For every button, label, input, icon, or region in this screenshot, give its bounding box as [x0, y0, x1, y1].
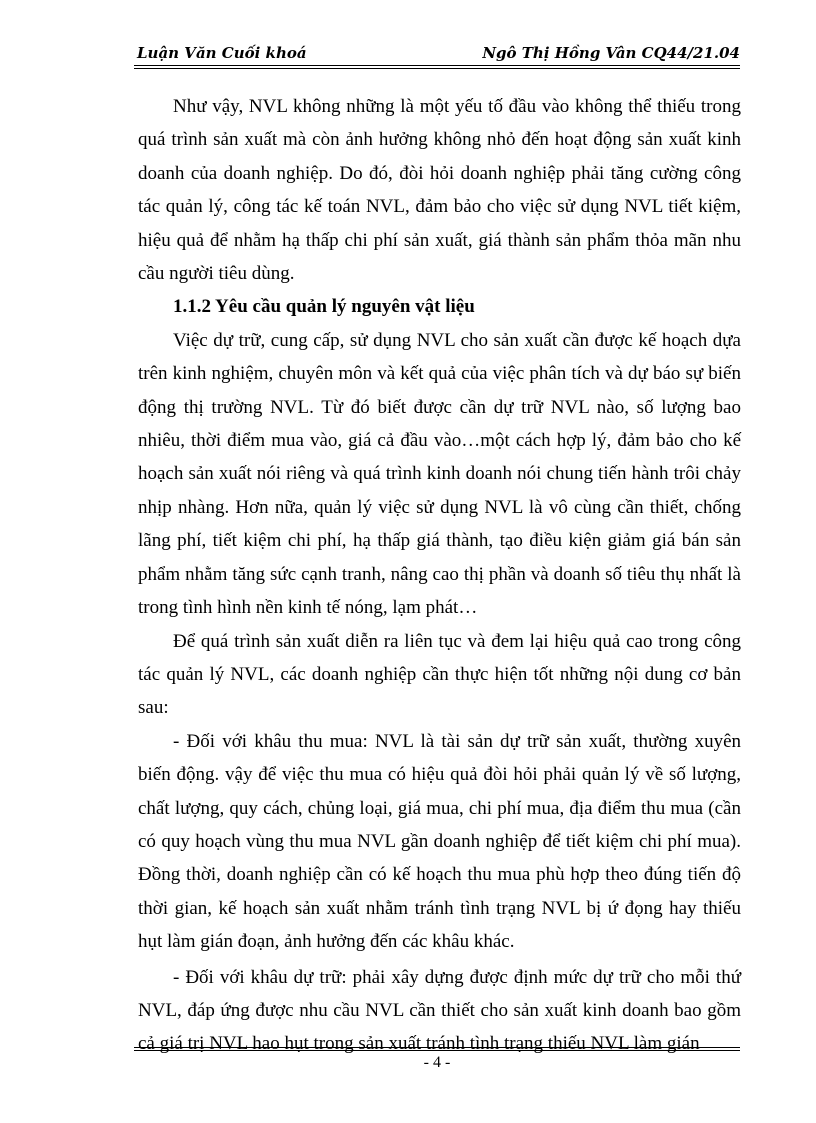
document-body	[138, 90, 741, 1061]
paragraph-5: - Đối với khâu dự trữ: phải xây dựng được định mức dự trữ cho mỗi thứ NVL, đáp ứng được nhu cầu NVL cần thiết cho sản xuất kinh doanh bao gồm cả giá trị NVL hao hụt trong sản xuất tránh tình trạng thiếu NVL làm gián	[138, 966, 741, 1055]
paragraph-3: Để quá trình sản xuất diễn ra liên tục và đem lại hiệu quả cao trong công tác quản lý NVL, các doanh nghiệp cần thực hiện tốt những nội dung cơ bản sau:	[138, 630, 741, 719]
header-right-author: Ngô Thị Hồng Vân CQ44/21.04	[482, 44, 740, 62]
header-left-title: Luận Văn Cuối khoá	[137, 44, 307, 62]
page-number: - 4 -	[423, 1054, 451, 1071]
section-heading: 1.1.2 Yêu cầu quản lý nguyên vật liệu	[173, 296, 475, 318]
header-divider	[134, 65, 740, 69]
paragraph-1: Như vậy, NVL không những là một yếu tố đầu vào không thể thiếu trong quá trình sản xuất mà còn ảnh hưởng không nhỏ đến hoạt động sản xuất kinh doanh của doanh nghiệp. Do đó, đòi hỏi doanh nghiệp phải tăng cường công tác quản lý, công tác kế toán NVL, đảm bảo cho việc sử dụng NVL tiết kiệm, hiệu quả để nhằm hạ thấp chi phí sản xuất, giá thành sản phẩm thỏa mãn nhu cầu người tiêu dùng.	[138, 96, 741, 285]
footer-divider	[134, 1047, 740, 1051]
paragraph-4: - Đối với khâu thu mua: NVL là tài sản dự trữ sản xuất, thường xuyên biến động. vậy để việc thu mua có hiệu quả đòi hỏi phải quản lý về số lượng, chất lượng, quy cách, chủng loại, giá mua, chi phí mua, địa điểm thu mua (cần có quy hoạch vùng thu mua NVL gần doanh nghiệp để tiết kiệm chi phí mua). Đồng thời, doanh nghiệp cần có kế hoạch thu mua phù hợp theo đúng tiến độ thời gian, kế hoạch sản xuất nhằm tránh tình trạng NVL bị ứ đọng hay thiếu hụt làm gián đoạn, ảnh hưởng đến các khâu khác.	[138, 730, 741, 953]
paragraph-2: Việc dự trữ, cung cấp, sử dụng NVL cho sản xuất cần được kế hoạch dựa trên kinh nghiệm, chuyên môn và kết quả của việc phân tích và dự báo sự biến động thị trường NVL. Từ đó biết được cần dự trữ NVL nào, số lượng bao nhiêu, thời điểm mua vào, giá cả đầu vào…một cách hợp lý, đảm bảo cho kế hoạch sản xuất nói riêng và quá trình kinh doanh nói chung tiến hành trôi chảy nhịp nhàng. Hơn nữa, quản lý việc sử dụng NVL là vô cùng cần thiết, chống lãng phí, tiết kiệm chi phí, hạ thấp giá thành, tạo điều kiện giảm giá bán sản phẩm nhằm tăng sức cạnh tranh, nâng cao thị phần và doanh số tiêu thụ nhất là trong tình hình nền kinh tế nóng, lạm phát…	[138, 329, 741, 619]
